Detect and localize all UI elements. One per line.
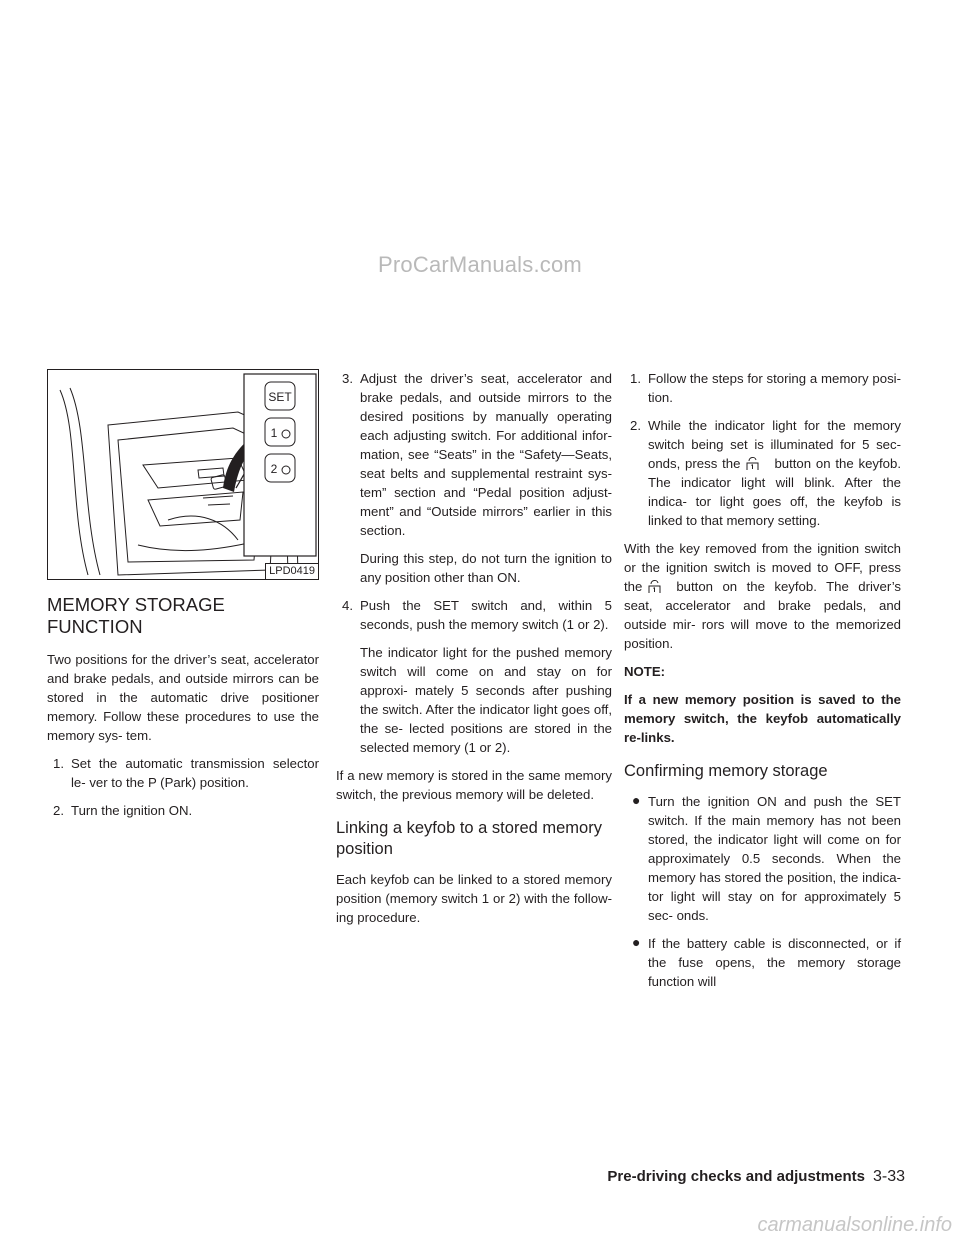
footer-section-title: Pre-driving checks and adjustments [607, 1168, 865, 1185]
note-text: If a new memory position is saved to the memory switch, the keyfob automatically re-links. [624, 692, 901, 745]
column-3 [624, 369, 901, 1000]
overwrite-paragraph: If a new memory is stored in the same memory switch, the previous memory will be deleted. [336, 768, 612, 802]
keyfob-linking-intro: Each keyfob can be linked to a stored memory position (memory switch 1 or 2) with the follow- ing procedure. [336, 872, 612, 925]
page-number: 3-33 [872, 1168, 905, 1185]
bullet-glyph: ● [632, 792, 641, 808]
list-item: ● Turn the ignition ON and push the SET switch. If the main memory has not been stored, the indicator light will come on for approximately 0.5 seconds. When the memory has stored the position, the indica- tor light will stay on for approximately 5 sec- onds. [632, 792, 901, 923]
column-1 [47, 584, 319, 829]
keyfob-linking-heading: Linking a keyfob to a stored memory position [336, 819, 602, 858]
panel-memory-2-label: 2 [270, 462, 278, 476]
list-item: 2. While the indicator light for the memory switch being set is illuminated for 5 sec- onds, press the button on the keyfob. The indicator light will blink. After the indica- tor light goes off, the keyfob is linked to that memory setting. [630, 418, 901, 528]
list-item: 2. Turn the ignition ON. [53, 803, 193, 818]
watermark-procarmanuals: ProCarManuals.com [378, 252, 582, 277]
column-2 [336, 369, 612, 936]
intro-paragraph: Two positions for the driver’s seat, accelerator and brake pedals, and outside mirrors can be stored in the automatic drive positioner memory. Follow these procedures to use the memory sys- tem. [47, 652, 319, 743]
step-4-note: The indicator light for the pushed memory switch will come on and stay on for approxi- mately 5 seconds after pushing the switch. After the indicator light goes off, the se- lected positions are stored in the selected memory (1 or 2). [360, 645, 612, 755]
confirming-memory-heading: Confirming memory storage [624, 762, 828, 780]
list-item: 3. Adjust the driver’s seat, accelerator and brake pedals, and outside mirrors to the desired positions by manually operating each adjusting switch. For additional infor- mation, see “Seats” in the “Safety—Seats, seat belts and supplemental restraint sys- tem” section and “Pedal position adjust- ment” and “Outside mirrors” earlier in this section. [342, 371, 612, 538]
panel-set-label: SET [268, 390, 292, 404]
door-panel-illustration [48, 370, 319, 580]
list-item: 1. Follow the steps for storing a memory posi- tion. [630, 371, 901, 405]
bullet-glyph: ● [632, 934, 641, 950]
panel-memory-1-label: 1 [270, 426, 278, 440]
list-item: ● If the battery cable is disconnected, or if the fuse opens, the memory storage function will [632, 934, 901, 989]
list-item: 4. Push the SET switch and, within 5 seconds, push the memory switch (1 or 2). [342, 598, 612, 632]
step-3-note: During this step, do not turn the ignition to any position other than ON. [360, 551, 612, 585]
keyfob-memory-button-icon [646, 578, 668, 594]
door-memory-switch-figure [47, 369, 319, 580]
section-title: MEMORY STORAGE FUNCTION [47, 594, 225, 637]
note-label: NOTE: [624, 664, 666, 679]
page-footer [595, 1168, 905, 1186]
list-item: 1. Set the automatic transmission selector le- ver to the P (Park) position. [53, 756, 319, 790]
figure-code: LPD0419 [265, 563, 318, 579]
keyfob-memory-button-icon [744, 455, 766, 471]
watermark-carmanualsonline: carmanualsonline.info [757, 1214, 952, 1236]
memorized-position-paragraph: With the key removed from the ignition switch or the ignition switch is moved to OFF, press the button on the keyfob. The driver’s seat, accelerator and brake pedals, and outside mir- rors will move to the memorized position. [624, 541, 901, 651]
